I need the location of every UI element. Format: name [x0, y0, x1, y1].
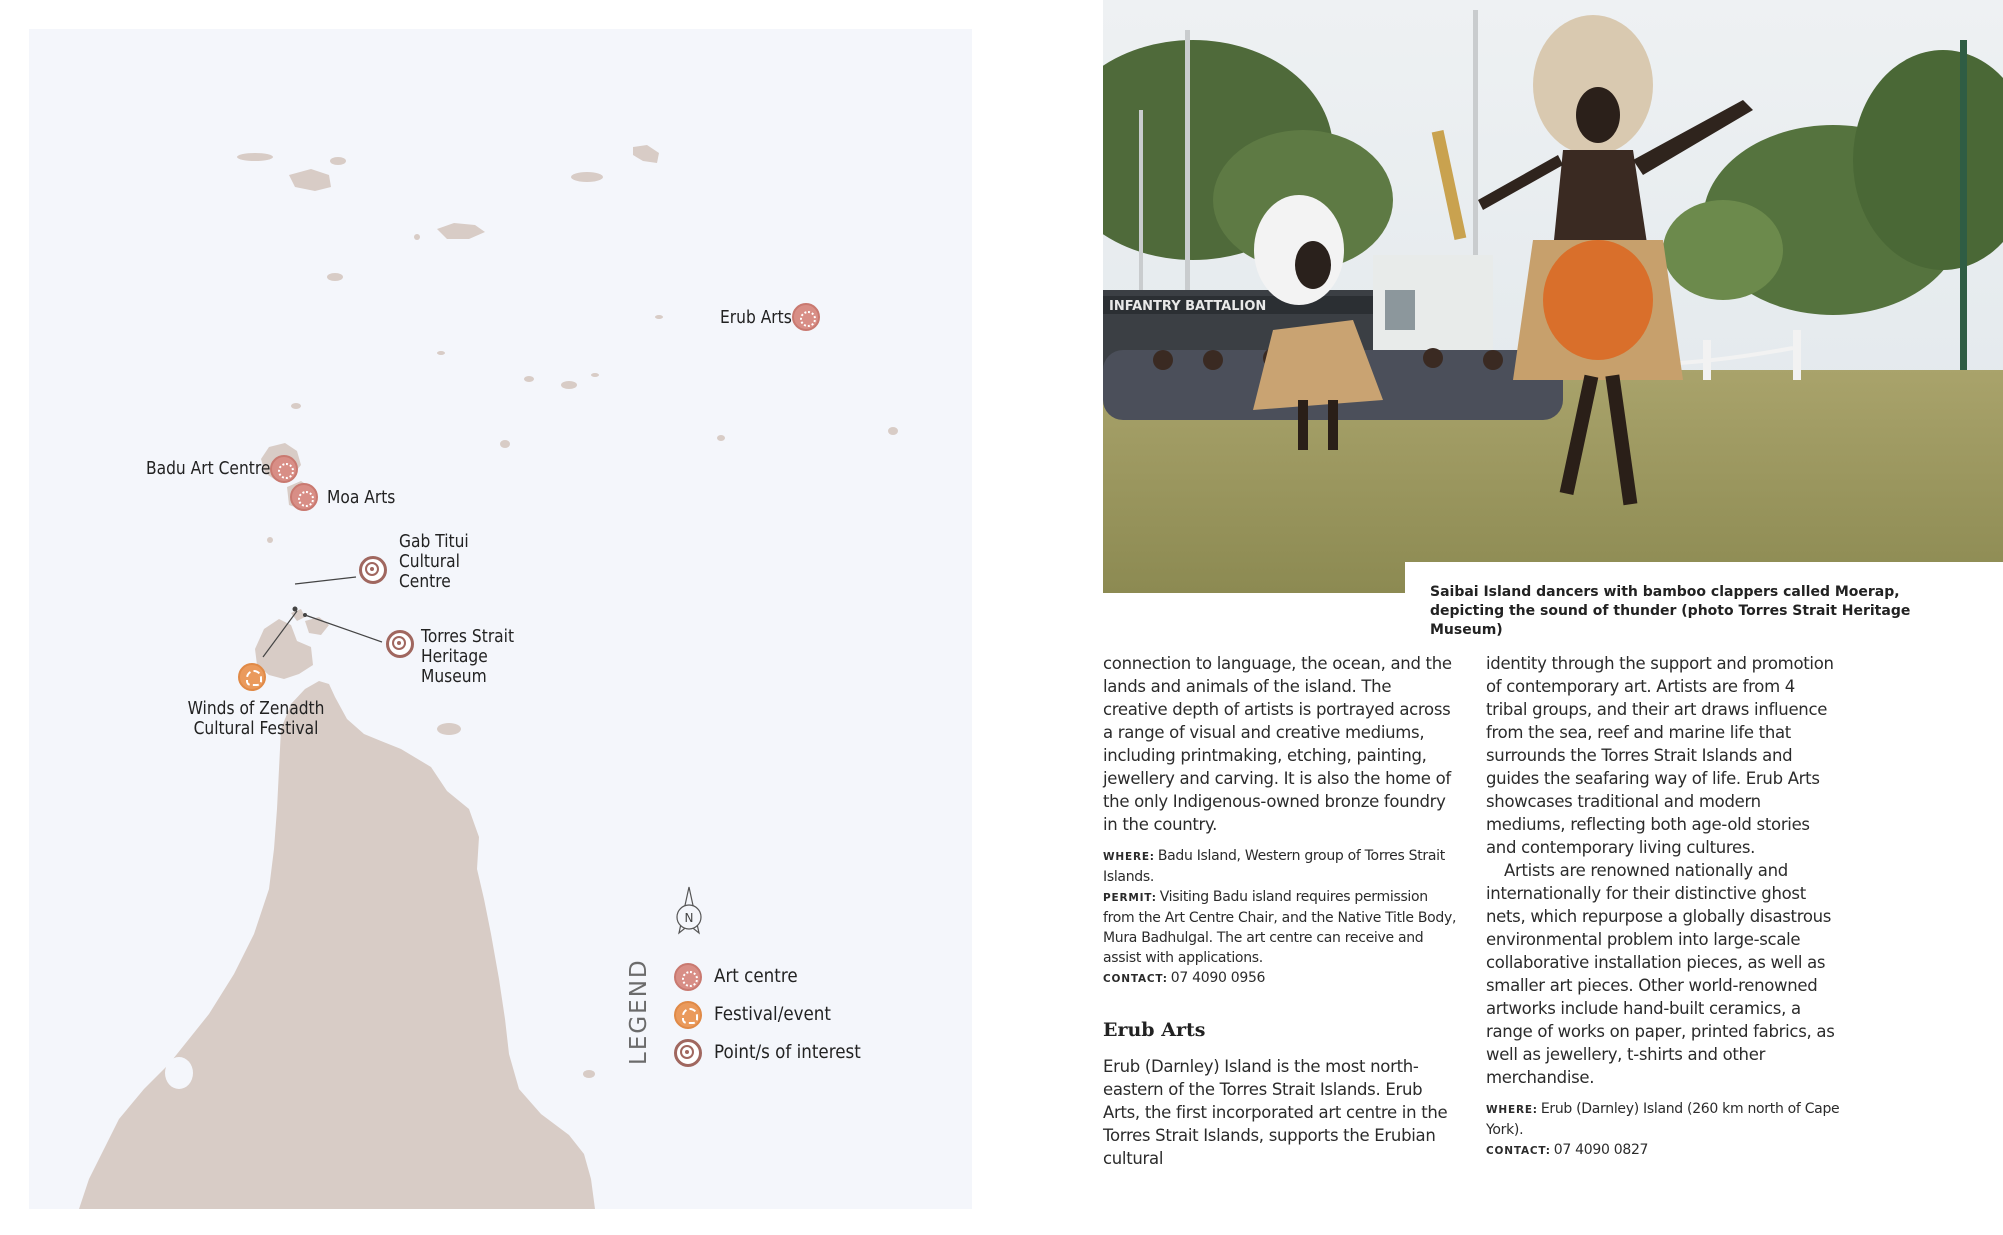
badu-paragraph: connection to language, the ocean, and the lands and animals of the island. The creative depth of artists is portrayed across a range of visual and creative mediums, including printmaking, etching, painting, jewellery and carving. It is also the home of the only Indigenous-owned bronze foundry in the country.	[1103, 654, 1452, 834]
marker-winds-festival[interactable]	[238, 663, 266, 691]
map-land-layer	[29, 29, 972, 1209]
marker-moa-arts[interactable]	[290, 483, 318, 511]
badu-contact: CONTACT: 07 4090 0956	[1103, 970, 1266, 986]
legend-festival-label: Festival/event	[714, 1003, 831, 1025]
section-heading-erub-arts: Erub Arts	[1103, 1019, 1206, 1041]
legend-poi-icon	[674, 1039, 702, 1067]
dancers-photo	[1103, 0, 2003, 593]
svg-text:N: N	[684, 911, 694, 925]
erub-paragraph-1: identity through the support and promotion of contemporary art. Artists are from 4 tribal groups, and their art draws influence from the sea, reef and marine life that surrounds the Torres Strait Islands and guides the seafaring way of life. Erub Arts showcases traditional and modern mediums, reflecting both age-old stories and contemporary living cultures.	[1486, 654, 1834, 857]
badu-permit: PERMIT: Visiting Badu island requires permission from the Art Centre Chair, and the Native Title Body, Mura Badhulgal. The art centre can receive and assist with applications.	[1103, 889, 1457, 966]
svg-text:INFANTRY BATTALION: INFANTRY BATTALION	[1109, 299, 1267, 314]
north-arrow-icon	[669, 885, 709, 939]
marker-badu-art-centre[interactable]	[270, 455, 298, 483]
erub-paragraph-2: Artists are renowned nationally and internationally for their distinctive ghost nets, which repurpose a globally disastrous environmental problem into large-scale collaborative installation pieces, as well as smaller art pieces. Other world-renowned artworks include hand-built ceramics, a range of works on paper, printed fabrics, as well as jewellery, t-shirts and other merchandise.	[1486, 861, 1835, 1087]
mainland-cape-york	[79, 681, 595, 1209]
leader-line-gab-titui	[295, 577, 356, 584]
erub-where: WHERE: Erub (Darnley) Island (260 km north of Cape York).	[1486, 1101, 1840, 1138]
map-panel	[29, 29, 972, 1209]
label-moa-arts: Moa Arts	[327, 487, 396, 508]
text-column-right	[1486, 652, 1841, 1161]
label-gab-titui: Gab Titui Cultural Centre	[399, 531, 469, 592]
island-boigu	[437, 223, 485, 239]
erub-paragraph-intro: Erub (Darnley) Island is the most north-eastern of the Torres Strait Islands. Erub Arts, the first incorporated art centre in the Torres Strait Islands, supports the Erubian cultural	[1103, 1057, 1448, 1168]
photo-caption: Saibai Island dancers with bamboo clappers called Moerap, depicting the sound of thunder (photo Torres Strait Heritage Museum)	[1430, 584, 1911, 638]
legend-poi-label: Point/s of interest	[714, 1041, 861, 1063]
legend-art-centre-icon	[674, 963, 702, 991]
badu-where: WHERE: Badu Island, Western group of Torres Strait Islands.	[1103, 848, 1445, 885]
island-thursday	[291, 609, 305, 621]
legend-art-centre-label: Art centre	[714, 965, 798, 987]
marker-gab-titui[interactable]	[359, 556, 387, 584]
label-erub-arts: Erub Arts	[720, 307, 792, 328]
marker-torres-strait-museum[interactable]	[386, 630, 414, 658]
erub-contact: CONTACT: 07 4090 0827	[1486, 1142, 1649, 1158]
legend-festival-icon	[674, 1001, 702, 1029]
marker-erub-arts[interactable]	[792, 303, 820, 331]
legend-title: LEGEND	[626, 958, 652, 1065]
text-column-left	[1103, 652, 1458, 1170]
label-badu-art-centre: Badu Art Centre	[146, 458, 271, 479]
label-torres-strait-museum: Torres Strait Heritage Museum	[421, 626, 515, 687]
label-winds-festival: Winds of Zenadth Cultural Festival	[187, 698, 325, 739]
island-saibai	[289, 169, 331, 191]
